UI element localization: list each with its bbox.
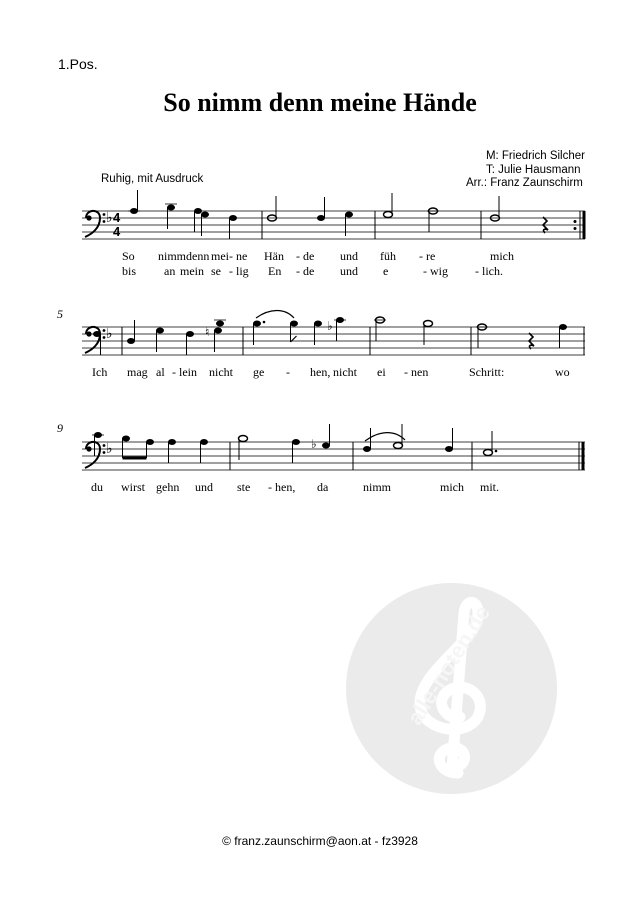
flat-key-signature: ♭ bbox=[106, 441, 113, 457]
svg-text:da: da bbox=[317, 480, 329, 494]
svg-text:und: und bbox=[195, 480, 213, 494]
svg-text:wirst: wirst bbox=[121, 480, 145, 494]
svg-text:an: an bbox=[164, 264, 176, 278]
svg-text:- hen,: - hen, bbox=[268, 480, 296, 494]
svg-text:e: e bbox=[383, 264, 389, 278]
svg-text:- lein: - lein bbox=[172, 365, 197, 379]
measure-number: 9 bbox=[57, 421, 63, 435]
svg-text:se: se bbox=[211, 264, 221, 278]
svg-text:So: So bbox=[122, 249, 135, 263]
bass-clef-icon bbox=[85, 327, 105, 353]
svg-text:mich: mich bbox=[490, 249, 514, 263]
time-signature bbox=[113, 210, 121, 239]
svg-text:4: 4 bbox=[113, 224, 121, 239]
svg-text:Schritt:: Schritt: bbox=[469, 365, 505, 379]
lyrics-system-2 bbox=[92, 365, 570, 379]
svg-text:und: und bbox=[340, 264, 358, 278]
svg-text:- nen: - nen bbox=[404, 365, 429, 379]
lyrics-system-1 bbox=[122, 249, 514, 278]
svg-text:4: 4 bbox=[113, 210, 121, 225]
svg-text:ge: ge bbox=[253, 365, 265, 379]
notes-system-3 bbox=[92, 424, 497, 463]
staff-system-2 bbox=[57, 307, 585, 379]
svg-text:- de: - de bbox=[296, 249, 315, 263]
measure-number: 5 bbox=[57, 307, 63, 321]
svg-text:und: und bbox=[340, 249, 358, 263]
svg-text:denn: denn bbox=[186, 249, 210, 263]
svg-text:mich: mich bbox=[440, 480, 464, 494]
bass-clef-icon bbox=[85, 442, 105, 468]
svg-text:ei: ei bbox=[377, 365, 386, 379]
svg-text:füh: füh bbox=[380, 249, 396, 263]
svg-text:mein: mein bbox=[180, 264, 204, 278]
flat-key-signature: ♭ bbox=[106, 326, 113, 342]
svg-text:mag: mag bbox=[127, 365, 148, 379]
staff-system-1 bbox=[82, 190, 585, 278]
svg-text:mei: mei bbox=[211, 249, 229, 263]
watermark-text: alle-noten.de bbox=[402, 600, 496, 730]
svg-text:al: al bbox=[156, 365, 165, 379]
svg-text:♭: ♭ bbox=[311, 437, 317, 451]
svg-text:nimm: nimm bbox=[363, 480, 392, 494]
svg-text:du: du bbox=[91, 480, 103, 494]
svg-text:- wig: - wig bbox=[423, 264, 448, 278]
svg-text:- re: - re bbox=[419, 249, 436, 263]
svg-text:hen,: hen, bbox=[310, 365, 331, 379]
svg-text:- ne: - ne bbox=[229, 249, 248, 263]
arranger-credit: Arr.: Franz Zaunschirm bbox=[465, 177, 583, 189]
svg-text:ste: ste bbox=[237, 480, 251, 494]
piece-title: So nimm denn meine Hände bbox=[163, 88, 477, 117]
svg-text:- lig: - lig bbox=[229, 264, 249, 278]
natural-icon: ♮ bbox=[205, 325, 210, 339]
footer-copyright: © franz.zaunschirm@aon.at - fz3928 bbox=[222, 834, 418, 848]
slur bbox=[256, 311, 294, 319]
svg-text:-: - bbox=[286, 365, 290, 379]
svg-text:- lich.: - lich. bbox=[475, 264, 503, 278]
svg-text:Ich: Ich bbox=[92, 365, 108, 379]
part-label: 1.Pos. bbox=[58, 56, 98, 72]
composer-credit: M: Friedrich Silcher bbox=[485, 150, 585, 162]
tempo-marking: Ruhig, mit Ausdruck bbox=[101, 173, 204, 185]
svg-text:wo: wo bbox=[555, 365, 570, 379]
svg-text:Hän: Hän bbox=[264, 249, 284, 263]
lyricist-credit: T: Julie Hausmann bbox=[485, 163, 581, 176]
svg-text:gehn: gehn bbox=[156, 480, 180, 494]
svg-text:nicht: nicht bbox=[333, 365, 357, 379]
staff-system-3 bbox=[57, 421, 585, 494]
svg-text:En: En bbox=[268, 264, 282, 278]
svg-text:nicht: nicht bbox=[209, 365, 233, 379]
svg-text:♭: ♭ bbox=[327, 319, 333, 333]
svg-text:bis: bis bbox=[122, 264, 137, 278]
lyrics-system-3 bbox=[91, 480, 499, 494]
bass-clef-icon bbox=[85, 211, 105, 237]
svg-text:- de: - de bbox=[296, 264, 315, 278]
flat-key-signature: ♭ bbox=[106, 210, 113, 226]
svg-text:nimm: nimm bbox=[158, 249, 187, 263]
svg-text:mit.: mit. bbox=[480, 480, 500, 494]
